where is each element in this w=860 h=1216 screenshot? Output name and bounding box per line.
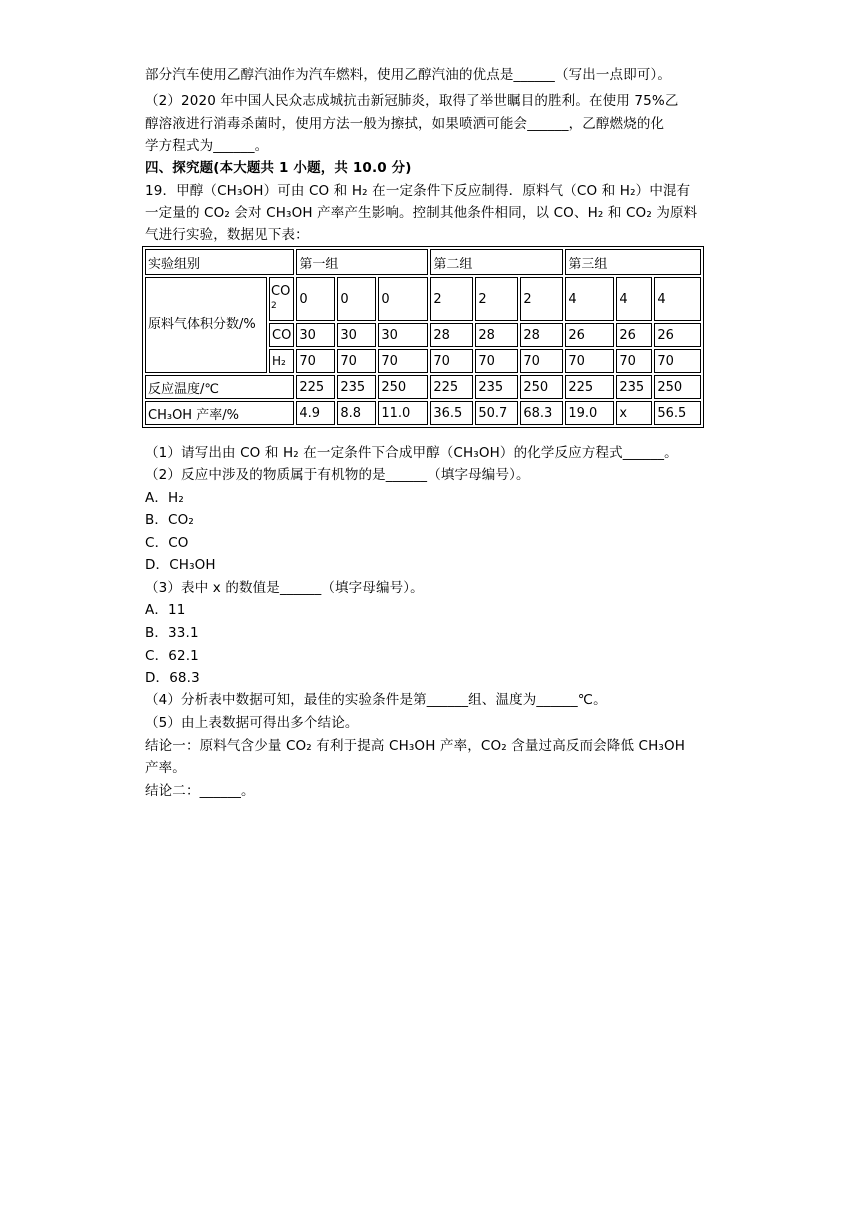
- cell-h2: 70: [475, 349, 518, 373]
- cell-co2: 0: [296, 277, 335, 321]
- cell-yield: 68.3: [520, 401, 563, 425]
- cell-co: 30: [378, 323, 428, 347]
- cell-h2: 70: [616, 349, 652, 373]
- co2-label-main: CO: [271, 284, 291, 299]
- cell-temperature: 250: [654, 375, 701, 399]
- cell-yield: 36.5: [430, 401, 473, 425]
- cell-yield: x: [616, 401, 652, 425]
- h2-label: H₂: [269, 349, 294, 373]
- cell-yield: 50.7: [475, 401, 518, 425]
- cell-co2: 4: [565, 277, 614, 321]
- cell-yield: 19.0: [565, 401, 614, 425]
- gas-fraction-label: [145, 277, 267, 373]
- cell-co2: 0: [337, 277, 376, 321]
- conclusion-1-cont: 产率。: [145, 760, 186, 776]
- cell-co: 30: [296, 323, 335, 347]
- temperature-label: 反应温度/℃: [145, 375, 294, 399]
- cell-co2: 2: [520, 277, 563, 321]
- question-text: 一定量的 CO₂ 会对 CH₃OH 产率产生影响。控制其他条件相同，以 CO、H₂ 和 CO₂ 为原料: [145, 205, 698, 221]
- co2-label: [269, 277, 294, 321]
- cell-h2: 70: [378, 349, 428, 373]
- cell-co2: 2: [430, 277, 473, 321]
- subquestion-4: （4）分析表中数据可知，最佳的实验条件是第______组、温度为______℃。: [145, 692, 607, 708]
- gas-fraction-text: 原料气体积分数/%: [148, 317, 256, 332]
- cell-h2: 70: [654, 349, 701, 373]
- cell-h2: 70: [337, 349, 376, 373]
- subquestion-2: （2）反应中涉及的物质属于有机物的是______（填字母编号）。: [145, 467, 530, 483]
- cell-co: 26: [654, 323, 701, 347]
- option-a: A．H₂: [145, 490, 184, 506]
- cell-h2: 70: [430, 349, 473, 373]
- option-d: D．68.3: [145, 670, 200, 686]
- cell-temperature: 225: [565, 375, 614, 399]
- cell-temperature: 225: [430, 375, 473, 399]
- group-header: 第三组: [565, 249, 701, 275]
- subquestion-5: （5）由上表数据可得出多个结论。: [145, 715, 359, 731]
- cell-co: 30: [337, 323, 376, 347]
- cell-temperature: 250: [520, 375, 563, 399]
- cell-yield: 11.0: [378, 401, 428, 425]
- group-header: 第二组: [430, 249, 563, 275]
- text-line: （2）2020 年中国人民众志成城抗击新冠肺炎，取得了举世瞩目的胜利。在使用 75%乙: [145, 93, 679, 109]
- cell-yield: 4.9: [296, 401, 335, 425]
- group-header: 第一组: [296, 249, 428, 275]
- text-line: 醇溶液进行消毒杀菌时，使用方法一般为擦拭，如果喷洒可能会______，乙醇燃烧的化: [145, 116, 665, 132]
- cell-h2: 70: [296, 349, 335, 373]
- yield-label: CH₃OH 产率/%: [145, 401, 294, 425]
- cell-co2: 0: [378, 277, 428, 321]
- question-text: 气进行实验，数据见下表：: [145, 227, 309, 243]
- cell-co2: 4: [654, 277, 701, 321]
- cell-co: 26: [565, 323, 614, 347]
- conclusion-2: 结论二：______。: [145, 783, 255, 799]
- cell-temperature: 225: [296, 375, 335, 399]
- cell-temperature: 235: [616, 375, 652, 399]
- subquestion-3: （3）表中 x 的数值是______（填字母编号）。: [145, 580, 424, 596]
- group-header-label: 实验组别: [145, 249, 294, 275]
- co-label: CO: [269, 323, 294, 347]
- option-b: B．CO₂: [145, 512, 194, 528]
- option-a: A．11: [145, 602, 186, 618]
- option-d: D．CH₃OH: [145, 557, 216, 573]
- cell-h2: 70: [520, 349, 563, 373]
- experiment-table: [142, 246, 704, 428]
- cell-co2: 2: [475, 277, 518, 321]
- cell-co: 26: [616, 323, 652, 347]
- cell-temperature: 235: [475, 375, 518, 399]
- option-b: B．33.1: [145, 625, 199, 641]
- text-line: 学方程式为______。: [145, 138, 269, 154]
- cell-co: 28: [430, 323, 473, 347]
- subquestion-1: （1）请写出由 CO 和 H₂ 在一定条件下合成甲醇（CH₃OH）的化学反应方程式______。: [145, 445, 678, 461]
- cell-temperature: 250: [378, 375, 428, 399]
- co2-label-sub: 2: [271, 301, 277, 311]
- cell-co2: 4: [616, 277, 652, 321]
- cell-h2: 70: [565, 349, 614, 373]
- cell-temperature: 235: [337, 375, 376, 399]
- cell-co: 28: [520, 323, 563, 347]
- cell-yield: 8.8: [337, 401, 376, 425]
- option-c: C．62.1: [145, 648, 199, 664]
- conclusion-1: 结论一：原料气含少量 CO₂ 有利于提高 CH₃OH 产率，CO₂ 含量过高反而会降低 CH₃OH: [145, 738, 686, 754]
- section-heading: 四、探究题(本大题共 1 小题，共 10.0 分): [145, 160, 412, 176]
- cell-yield: 56.5: [654, 401, 701, 425]
- cell-co: 28: [475, 323, 518, 347]
- text-line: 部分汽车使用乙醇汽油作为汽车燃料，使用乙醇汽油的优点是______（写出一点即可）。: [145, 67, 672, 83]
- option-c: C．CO: [145, 535, 189, 551]
- question-text: 19．甲醇（CH₃OH）可由 CO 和 H₂ 在一定条件下反应制得．原料气（CO 和 H₂）中混有: [145, 183, 691, 199]
